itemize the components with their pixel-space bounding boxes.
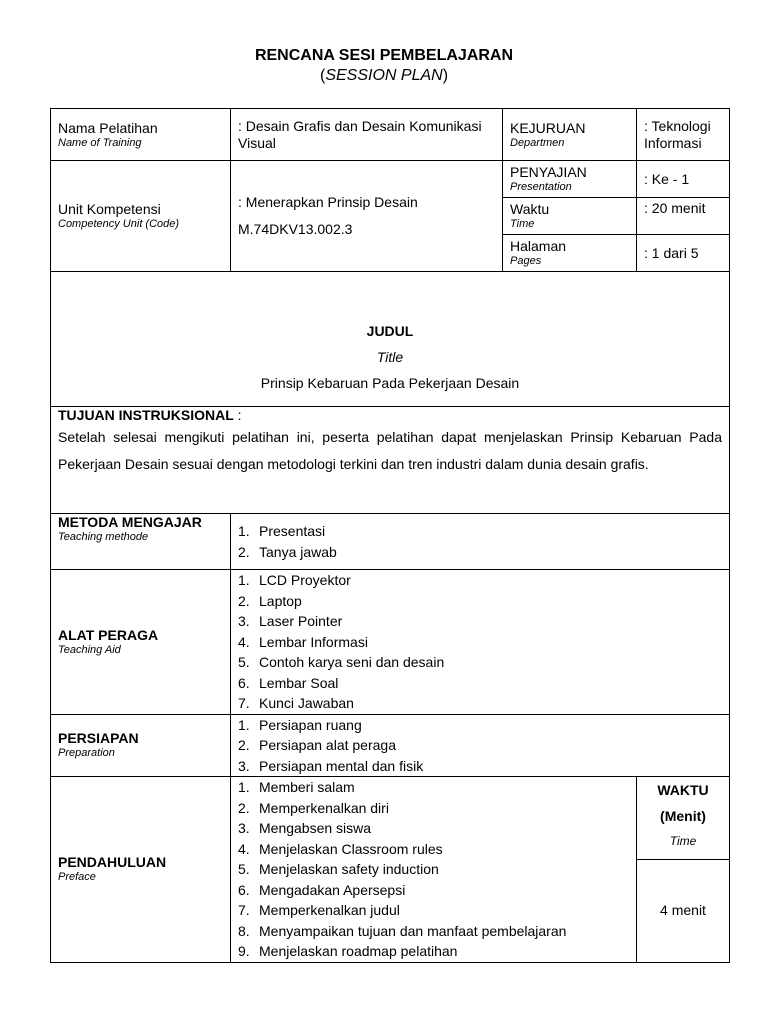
pages-value: : 1 dari 5 — [637, 235, 730, 272]
title-subheading: Title — [376, 349, 404, 365]
objective-colon: : — [233, 407, 242, 423]
list-item: 2. Tanya jawab — [238, 542, 722, 563]
list-item-text: Menjelaskan safety induction — [259, 861, 439, 877]
presentation-label-cell — [503, 161, 637, 198]
pages-sublabel: Pages — [510, 255, 542, 267]
document-subtitle — [0, 66, 768, 86]
method-list — [238, 521, 722, 562]
prep-sublabel: Preparation — [58, 747, 115, 760]
aids-label: ALAT PERAGA — [58, 626, 159, 643]
list-item: 1. Memberi salam — [238, 777, 629, 798]
objective-heading: TUJUAN INSTRUKSIONAL — [58, 407, 234, 423]
title-heading: JUDUL — [366, 323, 414, 339]
title-value: Prinsip Kebaruan Pada Pekerjaan Desain — [260, 375, 520, 391]
list-item-text: LCD Proyektor — [259, 572, 351, 588]
list-item-text: Persiapan mental dan fisik — [259, 757, 424, 774]
training-value: : Desain Grafis dan Desain Komunikasi Visual — [231, 109, 503, 161]
list-item: 1. Presentasi — [238, 521, 722, 542]
time-label: Waktu — [510, 201, 550, 217]
list-item: 4. Lembar Informasi — [238, 632, 722, 653]
list-item: 2. Memperkenalkan diri — [238, 798, 629, 819]
list-item-text: Laser Pointer — [259, 613, 343, 629]
title-cell — [51, 272, 730, 407]
preface-list — [238, 777, 629, 962]
list-item: 6. Lembar Soal — [238, 673, 722, 694]
list-item: 7. Kunci Jawaban — [238, 693, 722, 714]
prep-label-cell — [51, 714, 231, 777]
method-list-cell — [231, 514, 730, 570]
training-sublabel: Name of Training — [58, 136, 142, 149]
row-training — [51, 109, 730, 161]
row-method — [51, 514, 730, 570]
training-label-cell — [51, 109, 231, 161]
row-preface — [51, 777, 730, 860]
unit-label: Unit Kompetensi — [58, 201, 161, 217]
presentation-label: PENYAJIAN — [510, 164, 587, 180]
preface-list-cell — [231, 777, 637, 963]
list-item: 3. Persiapan mental dan fisik — [238, 756, 722, 777]
prep-list-cell — [231, 714, 730, 777]
dept-sublabel: Departmen — [510, 136, 565, 149]
objective-text: Setelah selesai mengikuti pelatihan ini, peserta pelatihan dapat menjelaskan Prinsip Kebaruan Pada Pekerjaan Desain sesuai dengan metodologi terkini dan tren industri dalam dunia desain grafis. — [58, 429, 722, 472]
presentation-value: : Ke - 1 — [637, 161, 730, 198]
waktu-label: WAKTU — [657, 782, 709, 798]
list-item-text: Menjelaskan roadmap pelatihan — [259, 943, 458, 959]
list-item-text: Memperkenalkan diri — [259, 799, 389, 816]
unit-code: M.74DKV13.002.3 — [238, 221, 353, 237]
waktu-sublabel: Time — [669, 834, 697, 848]
list-item-text: Persiapan ruang — [259, 716, 362, 733]
unit-value: : Menerapkan Prinsip Desain — [238, 194, 418, 210]
list-item-text: Presentasi — [259, 523, 326, 539]
preface-label-cell — [51, 777, 231, 963]
objective-heading-line — [58, 407, 722, 424]
list-item-text: Lembar Informasi — [259, 633, 368, 650]
subtitle-close: ) — [442, 67, 449, 84]
aids-sublabel: Teaching Aid — [58, 643, 121, 656]
list-item: 8. Menyampaikan tujuan dan manfaat pembelajaran — [238, 921, 629, 942]
unit-label-cell — [51, 161, 231, 272]
aids-list — [238, 570, 722, 714]
list-item: 4. Menjelaskan Classroom rules — [238, 839, 629, 860]
row-aids — [51, 570, 730, 715]
list-item-text: Menyampaikan tujuan dan manfaat pembelajaran — [259, 922, 567, 939]
prep-list — [238, 715, 722, 777]
document-title: RENCANA SESI PEMBELAJARAN — [254, 47, 514, 64]
list-item: 7. Memperkenalkan judul — [238, 900, 629, 921]
pages-label-cell — [503, 235, 637, 272]
method-label: METODA MENGAJAR — [58, 514, 202, 530]
row-prep — [51, 714, 730, 777]
list-item: 1. LCD Proyektor — [238, 570, 722, 591]
list-item: 6. Mengadakan Apersepsi — [238, 880, 629, 901]
list-item-text: Menjelaskan Classroom rules — [259, 840, 443, 857]
list-item-text: Tanya jawab — [259, 543, 337, 560]
method-sublabel: Teaching methode — [58, 531, 149, 543]
list-item: 5. Menjelaskan safety induction — [238, 859, 629, 880]
list-item-text: Memberi salam — [259, 779, 355, 795]
list-item: 3. Mengabsen siswa — [238, 818, 629, 839]
list-item: 5. Contoh karya seni dan desain — [238, 652, 722, 673]
waktu-unit: (Menit) — [660, 808, 706, 824]
list-item-text: Mengabsen siswa — [259, 820, 372, 836]
list-item-text: Memperkenalkan judul — [259, 902, 400, 918]
row-presentation — [51, 161, 730, 198]
list-item-text: Laptop — [259, 592, 302, 609]
time-label-cell — [503, 198, 637, 235]
dept-value: : Teknologi Informasi — [637, 109, 730, 161]
list-item-text: Mengadakan Apersepsi — [259, 881, 406, 898]
list-item: 9. Menjelaskan roadmap pelatihan — [238, 941, 629, 962]
document-header — [0, 46, 768, 86]
dept-label-cell — [503, 109, 637, 161]
time-value: : 20 menit — [637, 198, 730, 235]
subtitle-open: ( — [319, 67, 326, 84]
list-item-text: Contoh karya seni dan desain — [259, 654, 445, 670]
list-item-text: Persiapan alat peraga — [259, 737, 396, 753]
prep-label: PERSIAPAN — [58, 730, 139, 747]
list-item: 3. Laser Pointer — [238, 611, 722, 632]
list-item: 2. Persiapan alat peraga — [238, 735, 722, 756]
dept-label: KEJURUAN — [510, 119, 586, 136]
waktu-header-cell — [637, 777, 730, 860]
time-sublabel: Time — [510, 218, 535, 230]
preface-label: PENDAHULUAN — [58, 854, 167, 871]
list-item-text: Kunci Jawaban — [259, 695, 354, 711]
waktu-value: 4 menit — [637, 859, 730, 962]
row-title — [51, 272, 730, 407]
aids-label-cell — [51, 570, 231, 715]
method-label-cell — [51, 514, 231, 570]
unit-value-cell — [231, 161, 503, 272]
list-item: 2. Laptop — [238, 591, 722, 612]
training-label: Nama Pelatihan — [58, 119, 158, 136]
row-objective — [51, 407, 730, 514]
aids-list-cell — [231, 570, 730, 715]
objective-cell — [51, 407, 730, 514]
presentation-sublabel: Presentation — [510, 181, 572, 193]
subtitle-em: SESSION PLAN — [325, 67, 443, 84]
pages-label: Halaman — [510, 238, 567, 254]
list-item: 1. Persiapan ruang — [238, 715, 722, 736]
preface-sublabel: Preface — [58, 871, 96, 884]
session-plan-table — [50, 108, 730, 963]
list-item-text: Lembar Soal — [259, 674, 339, 691]
unit-sublabel: Competency Unit (Code) — [58, 218, 180, 230]
